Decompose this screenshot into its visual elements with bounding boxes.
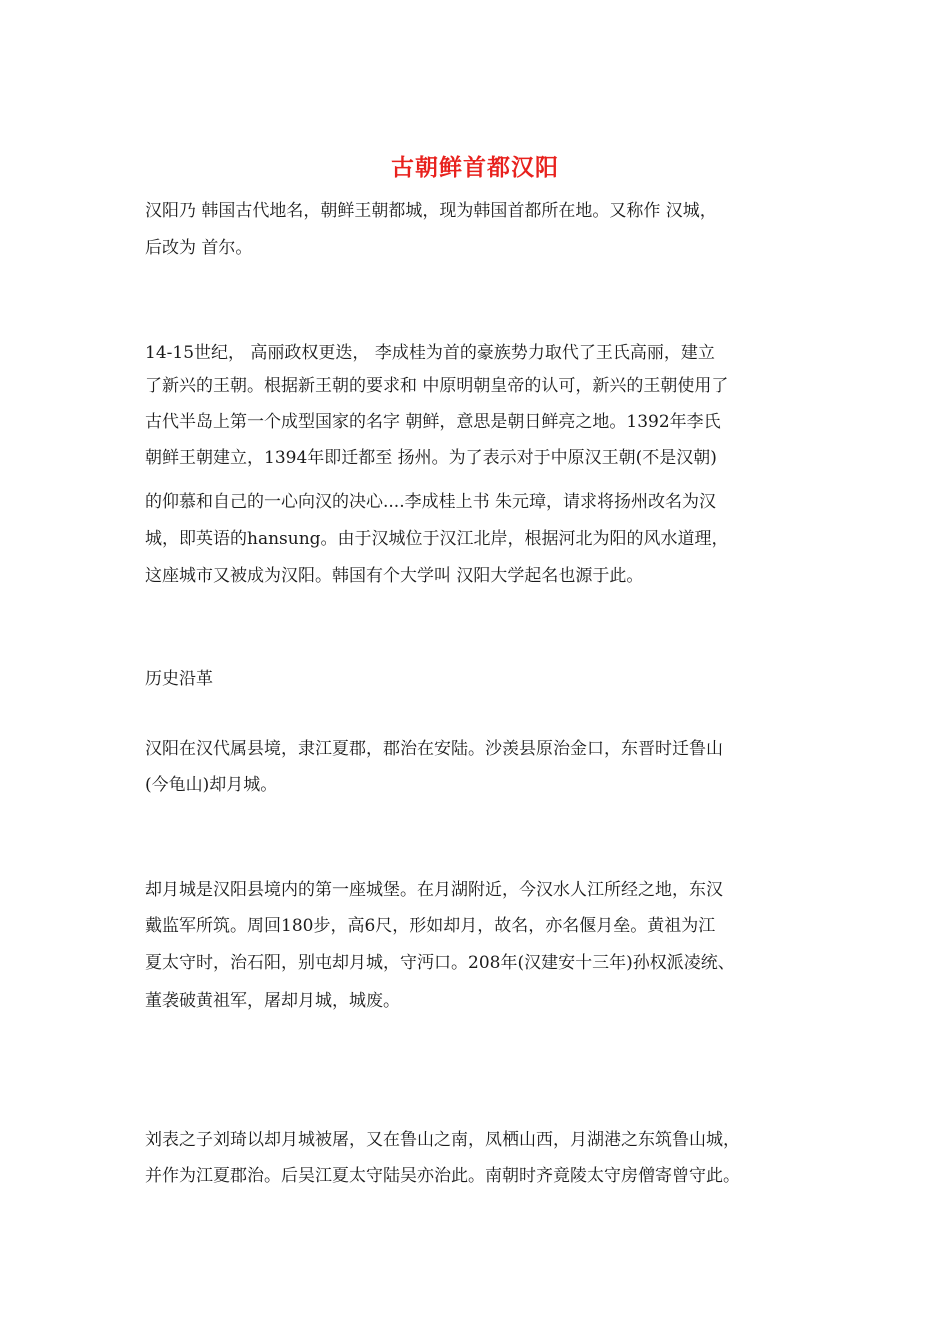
section-heading: 历史沿革 [145, 669, 213, 689]
history-para-line-7: 这座城市又被成为汉阳。韩国有个大学叫 汉阳大学起名也源于此。 [145, 566, 644, 586]
history-para-line-3: 古代半岛上第一个成型国家的名字 朝鲜，意思是朝日鲜亮之地。1392年李氏 [145, 412, 721, 432]
document-title: 古朝鲜首都汉阳 [391, 154, 559, 181]
queyue-para-line-4: 董袭破黄祖军，屠却月城，城废。 [145, 991, 400, 1011]
intro-line-2: 后改为 首尔。 [145, 238, 253, 258]
intro-line-1: 汉阳乃 韩国古代地名，朝鲜王朝都城，现为韩国首都所在地。又称作 汉城， [145, 201, 717, 221]
history-para-line-1: 14-15世纪， 高丽政权更迭， 李成桂为首的豪族势力取代了王氏高丽，建立 [145, 343, 715, 363]
history-para-line-5: 的仰慕和自己的一心向汉的决心....李成桂上书 朱元璋，请求将扬州改名为汉 [145, 492, 717, 512]
history-para-line-2: 了新兴的王朝。根据新王朝的要求和 中原明朝皇帝的认可，新兴的王朝使用了 [145, 376, 729, 396]
history-para-line-4: 朝鲜王朝建立，1394年即迁都至 扬州。为了表示对于中原汉王朝(不是汉朝) [145, 448, 717, 468]
queyue-para-line-2: 戴监军所筑。周回180步，高6尺，形如却月，故名，亦名偃月垒。黄祖为江 [145, 916, 716, 936]
lushan-para-line-2: 并作为江夏郡治。后吴江夏太守陆吴亦治此。南朝时齐竟陵太守房僧寄曾守此。 [145, 1166, 740, 1186]
lushan-para-line-1: 刘表之子刘琦以却月城被屠，又在鲁山之南，凤栖山西，月湖港之东筑鲁山城， [145, 1130, 740, 1150]
hanyang-para-line-2: (今龟山)却月城。 [145, 775, 278, 795]
history-para-line-6: 城，即英语的hansung。由于汉城位于汉江北岸，根据河北为阳的风水道理， [145, 529, 729, 549]
queyue-para-line-1: 却月城是汉阳县境内的第一座城堡。在月湖附近，今汉水人江所经之地，东汉 [145, 880, 723, 900]
queyue-para-line-3: 夏太守时，治石阳，别屯却月城，守沔口。208年(汉建安十三年)孙权派凌统、 [145, 953, 735, 973]
hanyang-para-line-1: 汉阳在汉代属县境，隶江夏郡，郡治在安陆。沙羡县原治金口，东晋时迁鲁山 [145, 739, 723, 759]
